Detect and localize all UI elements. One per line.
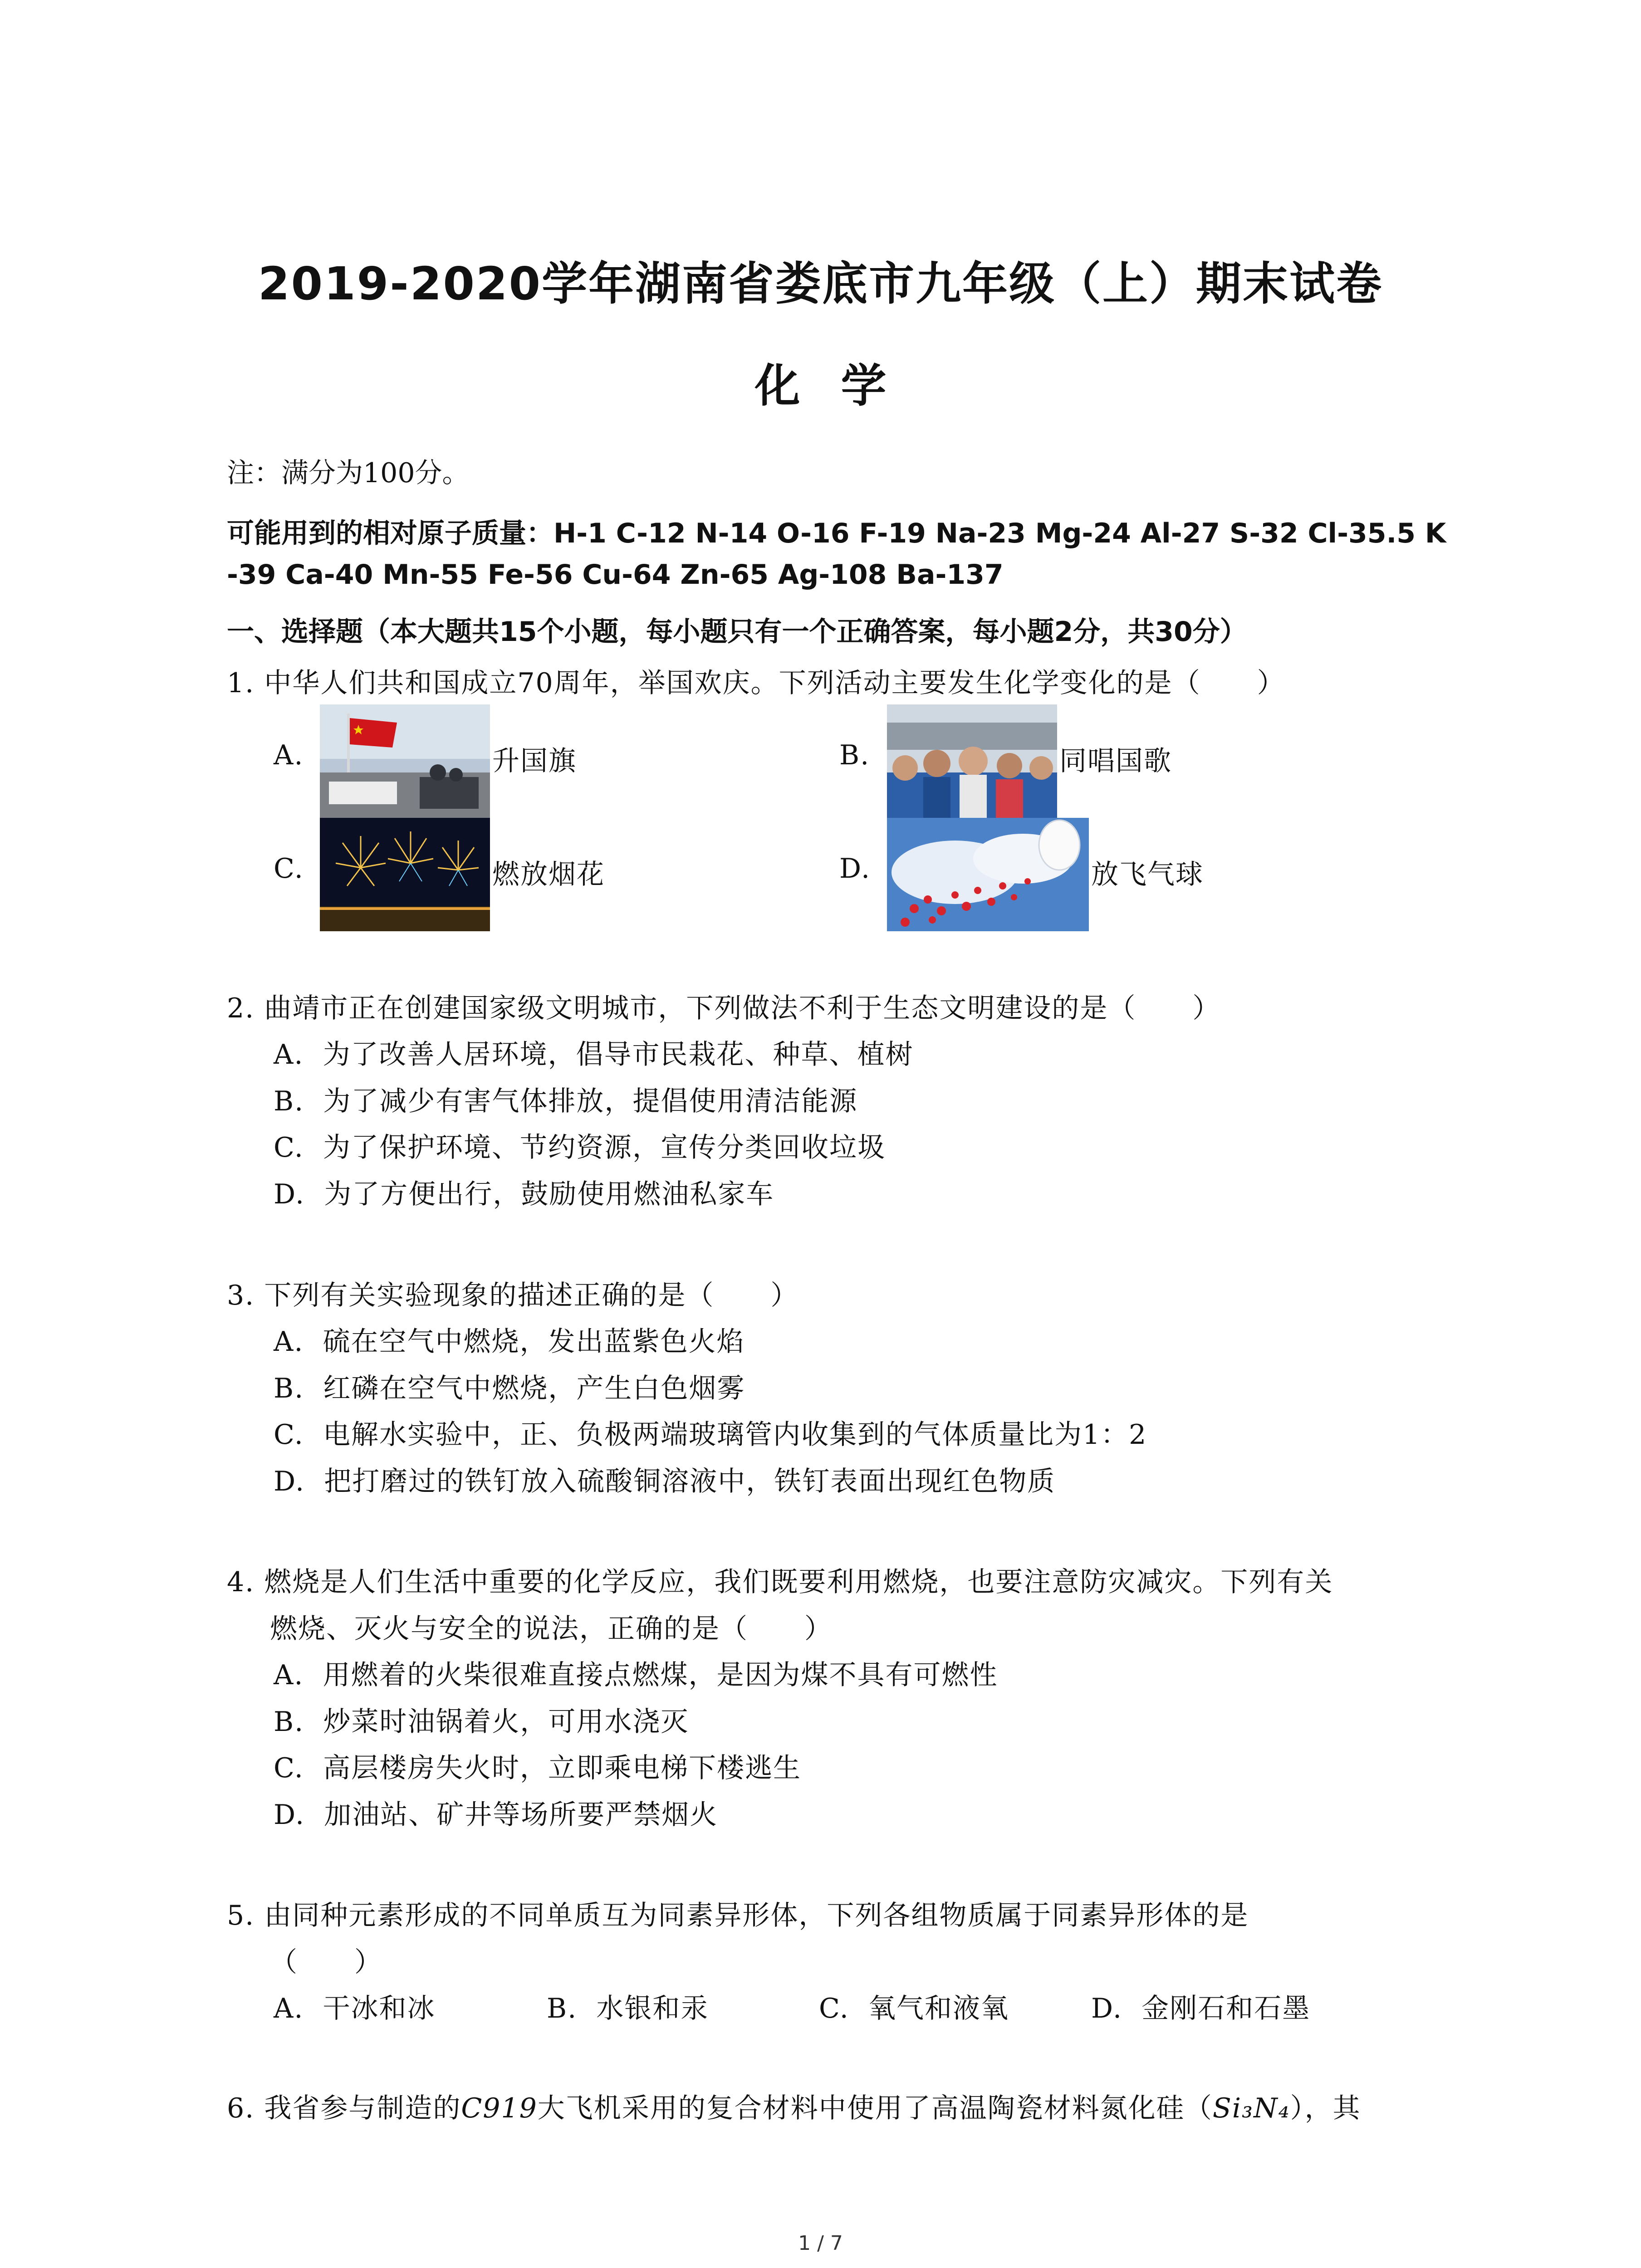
subject-title: 化学 — [754, 359, 927, 412]
fireworks-photo-icon — [320, 818, 490, 931]
q5-option-b: B. 水银和汞 — [547, 1993, 709, 2024]
q1-option-b-text: 同唱国歌 — [1059, 745, 1172, 777]
exam-title: 2019-2020学年湖南省娄底市九年级（上）期末试卷 — [258, 257, 1383, 310]
q3-option-b: B. 红磷在空气中燃烧，产生白色烟雾 — [274, 1373, 745, 1404]
question-5-line-2: （ ） — [270, 1946, 382, 1978]
question-4-line-1: 4. 燃烧是人们生活中重要的化学反应，我们既要利用燃烧，也要注意防灾减灾。下列有关 — [227, 1566, 1333, 1598]
crowd-singing-photo-icon — [887, 704, 1057, 818]
q2-option-a: A. 为了改善人居环境，倡导市民栽花、种草、植树 — [274, 1039, 914, 1070]
question-6: 6. 我省参与制造的C919大飞机采用的复合材料中使用了高温陶瓷材料氮化硅（Si₃N₄），其 — [227, 2092, 1361, 2124]
q1-option-c-text: 燃放烟花 — [492, 859, 605, 890]
atomic-mass-line-1: 可能用到的相对原子质量：H-1 C-12 N-14 O-16 F-19 Na-23 Mg-24 Al-27 S-32 Cl-35.5 K — [227, 518, 1446, 549]
q2-option-b: B. 为了减少有害气体排放，提倡使用清洁能源 — [274, 1085, 858, 1117]
q3-option-a: A. 硫在空气中燃烧，发出蓝紫色火焰 — [274, 1326, 745, 1358]
q1-option-a-text: 升国旗 — [492, 745, 577, 777]
flag-raising-photo-icon — [320, 704, 490, 818]
section-heading: 一、选择题（本大题共15个小题，每小题只有一个正确答案，每小题2分，共30分） — [227, 616, 1247, 648]
question-3: 3. 下列有关实验现象的描述正确的是（ ） — [227, 1280, 799, 1311]
q4-option-b: B. 炒菜时油锅着火，可用水浇灭 — [274, 1706, 689, 1738]
question-4-line-2: 燃烧、灭火与安全的说法，正确的是（ ） — [270, 1613, 833, 1645]
q1-option-c-letter: C. — [274, 853, 304, 885]
flag-raising-image — [320, 704, 490, 818]
q2-option-d: D. 为了方便出行，鼓励使用燃油私家车 — [274, 1178, 774, 1210]
balloons-image — [887, 818, 1089, 931]
crowd-singing-image — [887, 704, 1057, 818]
q4-option-a: A. 用燃着的火柴很难直接点燃煤，是因为煤不具有可燃性 — [274, 1659, 998, 1691]
question-5-line-1: 5. 由同种元素形成的不同单质互为同素异形体，下列各组物质属于同素异形体的是 — [227, 1900, 1249, 1931]
q5-option-a: A. 干冰和冰 — [274, 1993, 436, 2024]
fireworks-image — [320, 818, 490, 931]
q1-option-d-letter: D. — [839, 853, 871, 885]
q1-option-d-text: 放飞气球 — [1091, 859, 1204, 890]
q2-option-c: C. 为了保护环境、节约资源，宣传分类回收垃圾 — [274, 1132, 886, 1163]
q1-option-b-letter: B. — [839, 739, 870, 771]
question-2: 2. 曲靖市正在创建国家级文明城市，下列做法不利于生态文明建设的是（ ） — [227, 992, 1221, 1024]
q3-option-c: C. 电解水实验中，正、负极两端玻璃管内收集到的气体质量比为1：2 — [274, 1419, 1147, 1451]
page-number: 1 / 7 — [798, 2232, 843, 2255]
atomic-mass-line-2: -39 Ca-40 Mn-55 Fe-56 Cu-64 Zn-65 Ag-108 Ba-137 — [227, 559, 1004, 591]
q5-option-d: D. 金刚石和石墨 — [1091, 1993, 1311, 2024]
question-1: 1. 中华人们共和国成立70周年，举国欢庆。下列活动主要发生化学变化的是（ ） — [227, 667, 1285, 699]
q5-option-c: C. 氧气和液氧 — [819, 1993, 1009, 2024]
q1-option-a-letter: A. — [274, 739, 304, 771]
balloons-sky-photo-icon — [887, 818, 1089, 931]
q3-option-d: D. 把打磨过的铁钉放入硫酸铜溶液中，铁钉表面出现红色物质 — [274, 1466, 1056, 1497]
q4-option-c: C. 高层楼房失火时，立即乘电梯下楼逃生 — [274, 1752, 801, 1784]
q4-option-d: D. 加油站、矿井等场所要严禁烟火 — [274, 1799, 718, 1831]
score-note: 注：满分为100分。 — [227, 457, 470, 489]
